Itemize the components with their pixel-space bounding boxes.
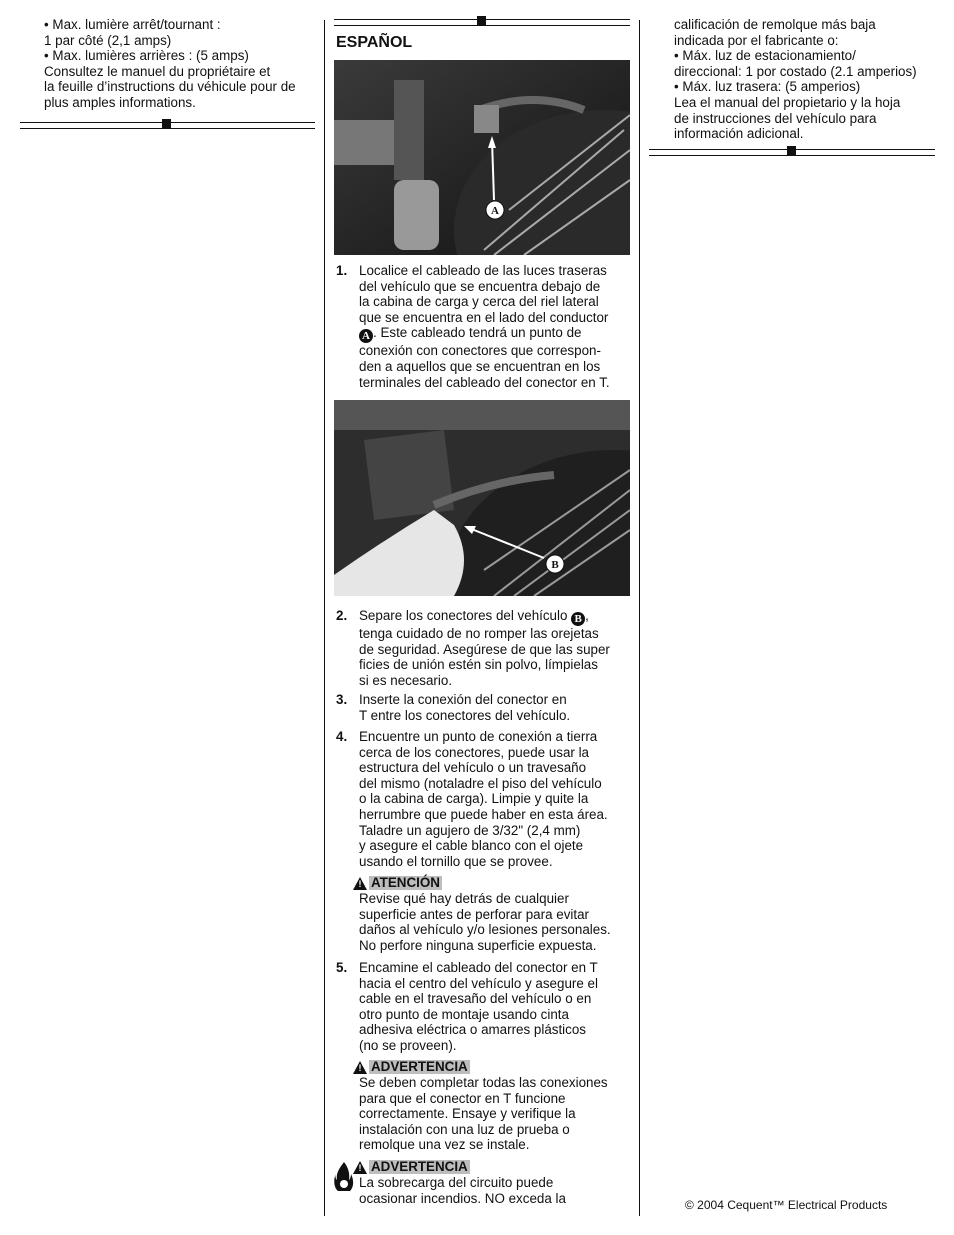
warning-heading [353,1160,470,1174]
fire-icon [334,1160,354,1198]
warning-text: La sobrecarga del circuito puede ocasionar incendios. NO exceda la [359,1175,566,1206]
left-column-text: • Max. lumière arrêt/tournant : 1 par côté (2,1 amps) • Max. lumières arrières : (5 amps) Consultez le manuel du propriétaire et la feuille d’instructions du véhicule pour de plus amples informations. [44,17,296,110]
step-text: Localice el cableado de las luces traseras del vehículo que se encuentra debajo de la cabina de carga y cerca del riel lateral que se encuentra en el lado del conductor [359,263,609,325]
section-divider [20,122,315,129]
caution-text: Revise qué hay detrás de cualquier superficie antes de perforar para evitar daños al vehículo y/o lesiones personales. No perfore ninguna superficie expuesta. [359,891,611,953]
warning-text: Se deben completar todas las conexiones para que el conector en T funcione correctamente. Ensaye y verifique la instalación con una luz de prueba o remolque una vez se instale. [359,1075,608,1153]
warning-triangle-icon: ! [353,877,367,890]
step-number: 4. [336,729,348,744]
warning-heading [353,1060,470,1074]
step-number: 2. [336,608,348,623]
step-text: . Este cableado tendrá un punto de conexión con conectores que correspon- den a aquellos que se encuentran en los terminales del cableado del conector en T. [359,325,610,390]
copyright: © 2004 Cequent™ Electrical Products [685,1198,888,1212]
caution-heading [353,876,442,890]
caution-label: ATENCIÓN [371,875,440,890]
warning-triangle-icon: ! [353,1161,367,1174]
right-column-text: calificación de remolque más baja indicada por el fabricante o: • Máx. luz de estacionamiento/ direccional: 1 por costado (2.1 amperios) • Máx. luz trasera: (5 amperios) Lea el manual del propietario y la hoja de instrucciones del vehículo para información adicional. [674,17,917,142]
callout-b: B [551,559,559,571]
section-heading: ESPAÑOL [336,34,413,51]
step-5-text: Encamine el cableado del conector en T hacia el centro del vehículo y asegure el cable en el travesaño del vehículo o en otro punto de montaje usando cinta adhesiva eléctrica o amarres plásticos (no se proveen). [359,960,598,1053]
step-1-text [359,263,610,390]
section-divider [649,149,935,156]
column-rule [639,20,640,1216]
step-number: 1. [336,263,348,278]
step-3-text: Inserte la conexión del conector en T entre los conectores del vehículo. [359,692,571,723]
step-text: , tenga cuidado de no romper las orejetas de seguridad. Asegúrese de que las super ficies de unión estén sin polvo, límpielas si es necesario. [359,608,610,688]
step-number: 3. [336,692,348,707]
section-divider [334,19,630,26]
step-2-text [359,608,610,688]
callout-a: A [491,205,499,217]
photo-separate-connectors [334,400,630,596]
warning-label: ADVERTENCIA [371,1159,468,1174]
step-4-text: Encuentre un punto de conexión a tierra cerca de los conectores, puede usar la estructura del vehículo o un travesaño del mismo (notaladre el piso del vehículo o la cabina de carga). Limpie y quite la herrumbre que puede haber en esta área. Taladre un agujero de 3/32" (2,4 mm) y asegure el cable blanco con el ojete usando el tornillo que se provee. [359,729,608,869]
photo-vehicle-wiring [334,60,630,255]
step-text: Separe los conectores del vehículo [359,608,572,623]
warning-triangle-icon: ! [353,1061,367,1074]
callout-b-badge: B [571,612,585,626]
column-rule [324,20,325,1216]
warning-label: ADVERTENCIA [371,1059,468,1074]
callout-a-badge: A [359,329,373,343]
step-number: 5. [336,960,348,975]
